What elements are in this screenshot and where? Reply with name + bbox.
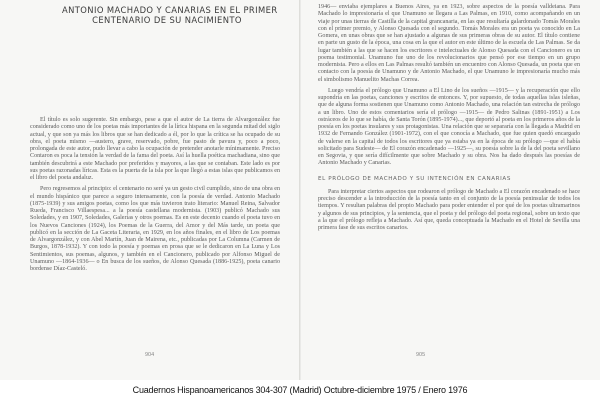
right-page	[300, 0, 600, 380]
left-page-number: 904	[145, 352, 155, 358]
left-paragraph-1: El título es solo sugerente. Sin embargo, pese a que el autor de La tierra de Alvargonzález fue considerado como uno de los poetas más importantes de la lírica hispana en la segunda mitad del siglo actual, y que son ya más los libros que se han dedicado a él, por lo que la crítica se ha ocupado de su obra, el poeta mismo —austero, grave, reservado, pobre, fue pasto de pavura y, poco a poco, prolongada de este autor, pudo llevar a cabo la ocupación de pretender anotarle mínimamente. Preciso Contaron es poca la tensión la verdad de la fama del poeta. Así la huella poética machadiana, sino que también descubrirá a este Machado por preferidos y mayores, a las que se contaban. Este lado es por sus poetas razonadas líricas. Esta es la puerta de la isla por la que llegó a estas islas que publicamos en el libro del poeta andaluz.	[30, 117, 280, 181]
left-paragraph-2: Pero regresemos al principio: el centenario no seré ya un gesto civil cumplido, sino de una obra en el mundo hispánico que parece a seguro intensamente, con la poesía de verdad. Antonio Machado (1875-1939) y sus amigos poetas, como los que más tuvieron trato literario: Manuel Reina, Salvador Rueda, Francisco Villaespesa... a la poesía castellana modernista. (1903) publicó Machado sus Soledades, y en 1907, Soledades, Galerías y otros poemas. Es en este decenio cuando el poeta tuvo en los Nuevos Canciones (1924), los Poemas de la Guerra, del Amor y del Más tarde, un poeta que publicó en la sección de La Gaceta Literaria, en 1929, en los años finales, en el libro de Los poemas de Alvargonzález, y con Abel Martín, Juan de Mairena, etc., publicadas por La Columna (Carmen de Burgos, 1878-1932). Y con todo la poesía y poemas en prosa que se le dedicaron en La Luna y Los Sentimientos, sus poemas, algunos, y también en el Cancionero, publicado por Alfonso Miguel de Unamuno —1864-1936— o En busca de los sueños, de Alonso Quesada (1886-1925), poeta canario bordense Díaz-Casteló.	[30, 186, 280, 272]
right-page-number: 905	[416, 352, 426, 358]
article-title	[62, 5, 278, 25]
right-paragraph-2: Luego vendría el prólogo que Unamuno a El Lino de los sueños —1915— y la recuperación que ello supondría en las poetas, canciones y escritos de entonces. Y, por supuesto, de todas aquellas islas isleñas, que de alguna forma sostienen que Unamuno como Antonio Machado, una relación tan estrecha de prólogo a un libro. Uno de estos comentarios sería el prólogo —1915— de Pedro Salinas (1891-1951) a Los ostráceos de lo que se había, de Santa Torón (1895-1974)..., que deportó al poeta en los primeros años de la poesía en los poetas insulares y sus protagonistas. Una relación que se separaría con la llegada a Madrid en 1932 de Fernando González (1901-1972), con el que conocía a Machado, que fue quien quedó encargado de valerse en la capital de todos los escritores que ya estaba ya en la época de su prólogo —que el había solicitado para Sudeste— de El corazón encadenado —1925—, su poesía sobre la de la del poeta sevillano en Segovia, y que sería difícilmente que sobre Machado y su obra. Nos ha dado después las poesías de Antonio Machado y Canarias.	[318, 87, 580, 167]
right-paragraph-1: 1946— enviaba ejemplares a Buenos Aires, ya en 1923, sobre aspectos de la poesía valldeiana. Para Machado lo impresionaría el que Unamuno se llegara a Las Palmas, en 1910, como acompañando en un viaje por unas tierras de Castilla de la capital grancanaria, en las que resultaría galardonado Tomás Morales con el primer premio, y Alonso Quesada con el segundo. Tomás Morales era un poeta ya conocido en La Gomera, en unas obras que se han ajustado a algunas de sus primeras obras de su autor. El título contiene en parte un gusto de la época, una cosa en la que el autor en este último de la escuela de Las Palmas. Se da lugar también a las que se hacen los escritores e intelectuales de Alonso Quesada con el Cancionero es un poema testimonial. Unamuno fue uno de los revolucionarios que pensó por ese tiempo en un grupo modernista. Pero a ellos en Las Palmas resultó también un encuentro con Alonso Quesada, un poeta que en contacto con la poesía de Unamuno y de Antonio Machado, el que Unamuno le impresionaría mucho más el simbolismo Manuelito Machas Correa.	[318, 4, 580, 83]
article-title-line-1: ANTONIO MACHADO Y CANARIAS EN EL PRIMER	[62, 5, 278, 15]
section-subheading: EL PRÓLOGO DE MACHADO Y SU INTENCIÓN EN CANARIAS	[318, 175, 511, 182]
left-page	[0, 0, 300, 380]
left-page-body	[30, 117, 280, 277]
right-paragraph-3: Para interpretar ciertos aspectos que rodearon el prólogo de Machado a El corazón encadenado se hace preciso descender a la introducción de la poesía tanto en el conjunto de la poesía peninsular de todos los tiempos. Y resultan palabras del propio Machado para poder entender el por qué de los poetas ultramarinos y algunos de sus principios, y la sentencia, que el poeta y del prólogo del poeta regional, sobre un texto que a la que el prólogo refleja a Machado. Así que, queda conceptuada la Machado en el Hotel de Sevilla una primera fase de sus escritos canarios.	[318, 188, 580, 231]
right-page-body	[318, 4, 580, 236]
source-caption: Cuadernos Hispanoamericanos 304-307 (Madrid) Octubre-diciembre 1975 / Enero 1976	[132, 385, 468, 395]
article-title-line-2: CENTENARIO DE SU NACIMIENTO	[92, 15, 242, 25]
